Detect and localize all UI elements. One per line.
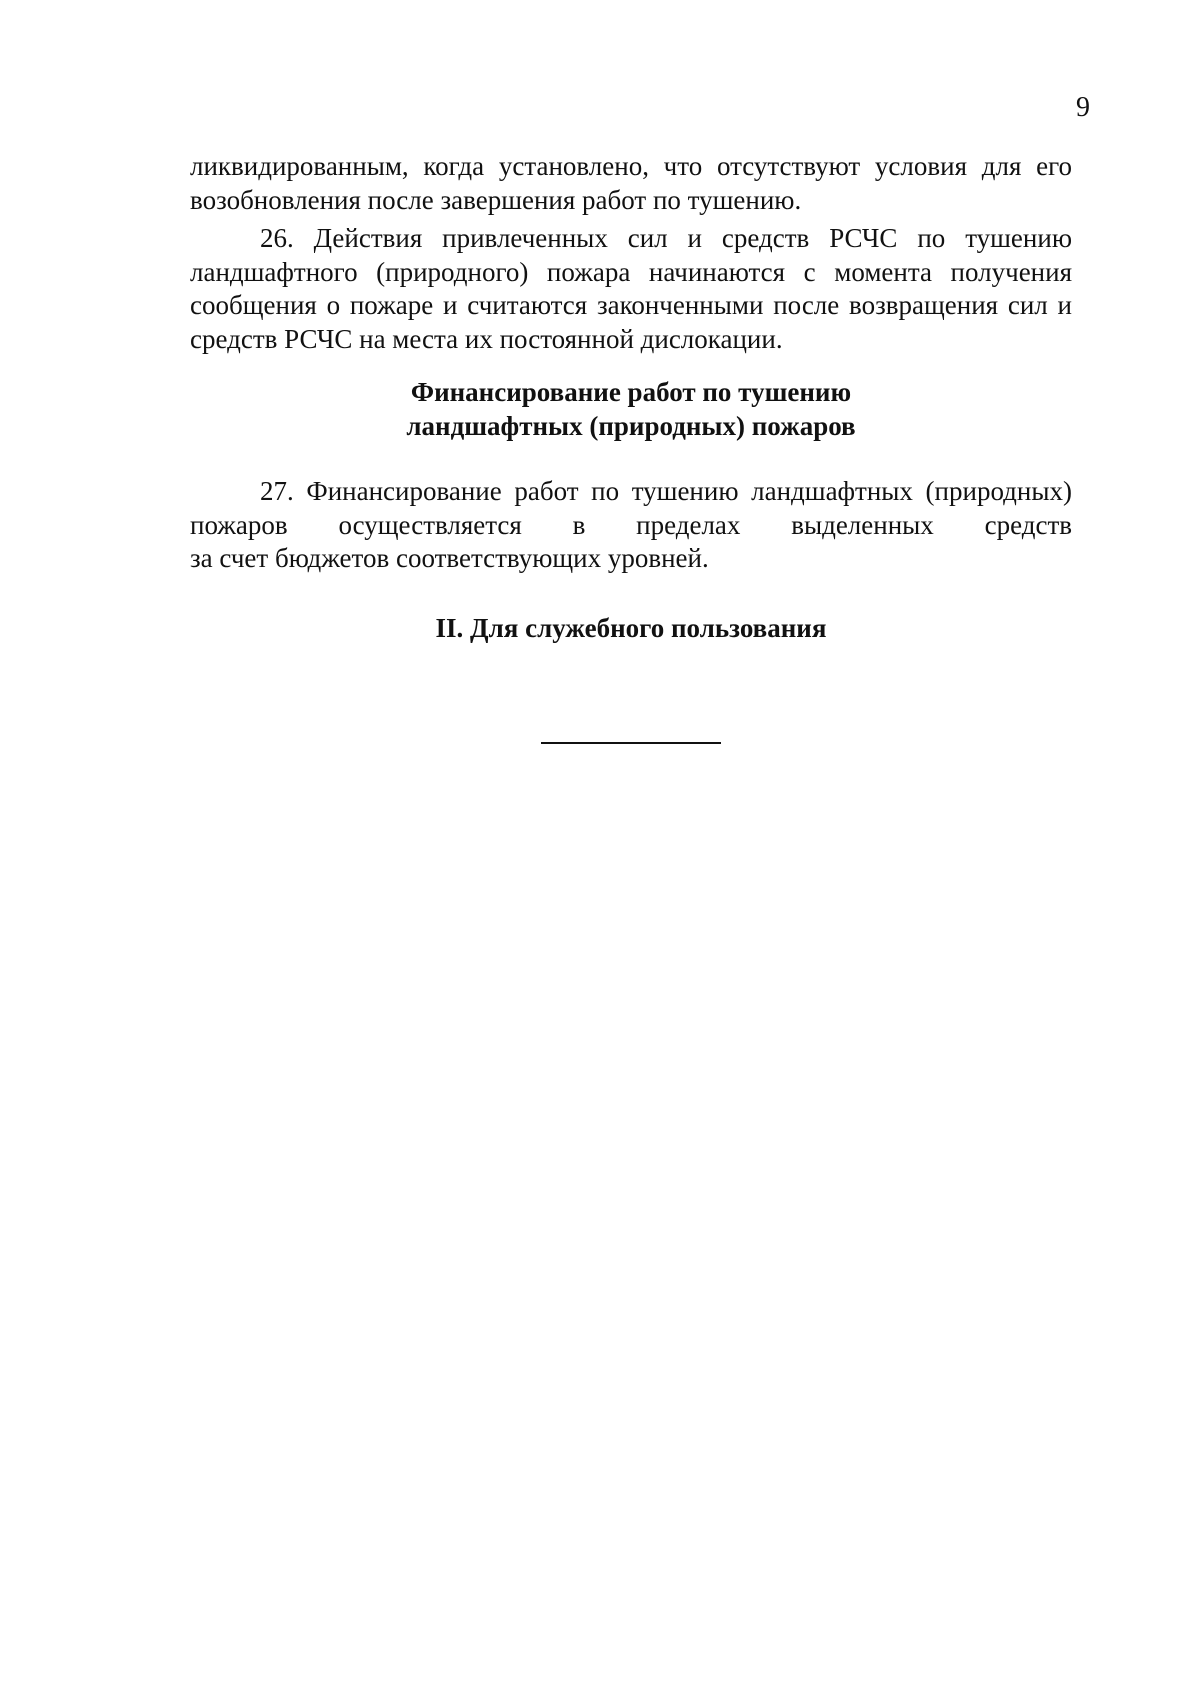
paragraph-continuation-text: ликвидированным, когда установлено, что отсутствуют условия для его возобновления после завершения работ по тушению. [190,151,1072,215]
paragraph-27 [190,475,1072,576]
page-number: 9 [1076,92,1090,123]
section-heading-financing [190,376,1072,443]
paragraph-27-line-1: 27. Финансирование работ по тушению ландшафтных (природных) [260,476,1072,506]
paragraph-continuation [190,150,1072,217]
paragraph-27-line-3: за счет бюджетов соответствующих уровней. [190,543,709,573]
end-divider [541,742,721,744]
paragraph-26-text: 26. Действия привлеченных сил и средств РСЧС по тушению ландшафтного (природного) пожара начинаются с момента получения сообщения о пожаре и считаются законченными после возвращения сил и средств РСЧС на места их постоянной дислокации. [190,223,1072,354]
paragraph-27-line-2: пожаров осуществляется в пределах выделенных средств [190,509,1072,540]
section-heading-line-2: ландшафтных (природных) пожаров [406,410,856,441]
section-ii-heading: II. Для служебного пользования [435,613,827,643]
section-heading-line-1: Финансирование работ по тушению [410,377,852,407]
paragraph-26 [190,222,1072,356]
